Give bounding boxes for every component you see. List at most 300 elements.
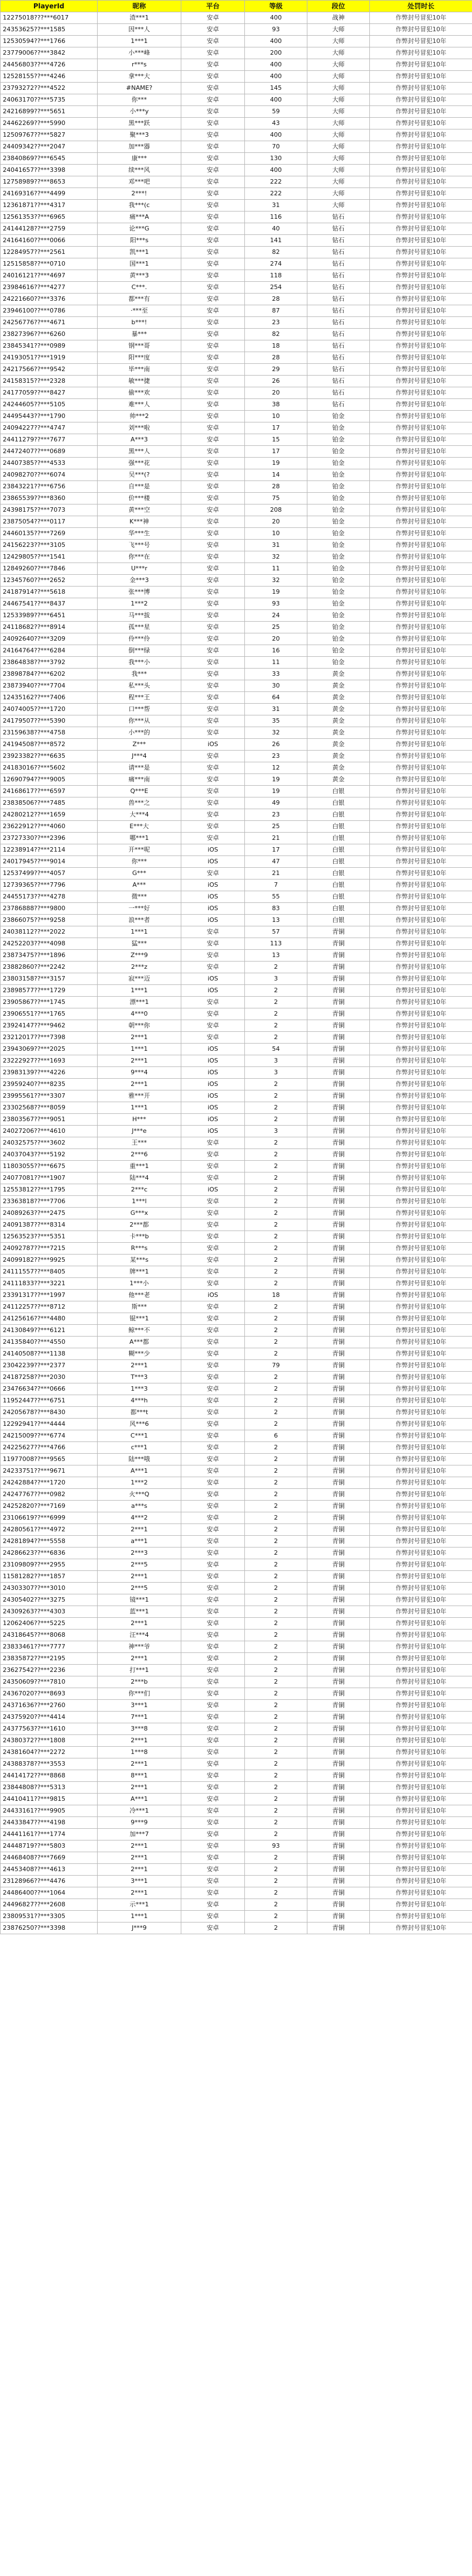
player-id-cell: 24448719??***5803 [1,1840,98,1852]
platform-cell: 安卓 [181,1219,245,1231]
table-row [1,1419,472,1430]
player-id-cell: 12533989??***6451 [1,610,98,622]
table-row [1,352,472,364]
platform-cell: 安卓 [181,1794,245,1805]
level-cell: 130 [245,153,307,165]
level-cell: 2 [245,1852,307,1864]
penalty-cell: 作弊封号冒犯10年 [370,1454,472,1465]
table-row [1,1067,472,1079]
player-id-cell: 12062406??***5225 [1,1618,98,1630]
player-id-cell: 24038112??***2022 [1,926,98,938]
table-row [1,1559,472,1571]
table-row [1,680,472,692]
nickname-cell: 阳***度 [98,352,181,364]
nickname-cell: 自***是 [98,481,181,493]
penalty-cell: 作弊封号冒犯10年 [370,340,472,352]
level-cell: 113 [245,938,307,950]
penalty-cell: 作弊封号冒犯10年 [370,821,472,833]
penalty-cell: 作弊封号冒犯10年 [370,1852,472,1864]
table-row [1,1477,472,1489]
level-cell: 2 [245,1407,307,1419]
player-id-cell: 24091387??***8314 [1,1219,98,1231]
table-row [1,1583,472,1594]
rank-cell: 青铜 [307,1337,370,1348]
platform-cell: 安卓 [181,809,245,821]
platform-cell: 安卓 [181,1840,245,1852]
table-row [1,528,472,540]
level-cell: 2 [245,1665,307,1676]
table-row [1,598,472,610]
penalty-cell: 作弊封号冒犯10年 [370,212,472,223]
table-row [1,1044,472,1055]
level-cell: 28 [245,352,307,364]
platform-cell: 安卓 [181,270,245,282]
platform-cell: 安卓 [181,1899,245,1911]
level-cell: 3 [245,1126,307,1137]
player-id-cell: 24409342??***2047 [1,141,98,153]
nickname-cell: 阳***s [98,235,181,247]
table-row [1,223,472,235]
rank-cell: 青铜 [307,1571,370,1583]
player-id-cell: 24112257??***8712 [1,1301,98,1313]
penalty-cell: 作弊封号冒犯10年 [370,1477,472,1489]
nickname-cell: J***e [98,1126,181,1137]
penalty-cell: 作弊封号冒犯10年 [370,376,472,387]
rank-cell: 青铜 [307,1290,370,1301]
nickname-cell: 一***好 [98,903,181,915]
nickname-cell: E***大 [98,821,181,833]
penalty-cell: 作弊封号冒犯10年 [370,1770,472,1782]
platform-cell: 安卓 [181,1419,245,1430]
rank-cell: 大师 [307,141,370,153]
level-cell: 2 [245,1606,307,1618]
level-cell: 93 [245,598,307,610]
table-row [1,59,472,71]
table-row [1,1676,472,1688]
table-row [1,809,472,821]
penalty-cell: 作弊封号冒犯10年 [370,1419,472,1430]
header-penalty: 处罚时长 [370,1,472,12]
rank-cell: 青铜 [307,962,370,973]
player-id-cell: 24016121??***4697 [1,270,98,282]
table-row [1,469,472,481]
level-cell: 31 [245,704,307,715]
level-cell: 54 [245,1044,307,1055]
player-id-cell: 23827396??***6260 [1,329,98,340]
rank-cell: 白银 [307,880,370,891]
platform-cell: 安卓 [181,1255,245,1266]
level-cell: 2 [245,1243,307,1255]
player-id-cell: 24377563??***1610 [1,1723,98,1735]
penalty-cell: 作弊封号冒犯10年 [370,1255,472,1266]
level-cell: 26 [245,739,307,751]
table-row [1,1794,472,1805]
nickname-cell: 吴***(? [98,469,181,481]
rank-cell: 黄金 [307,704,370,715]
platform-cell: 安卓 [181,1020,245,1032]
rank-cell: 钻石 [307,223,370,235]
rank-cell: 青铜 [307,950,370,962]
table-row [1,563,472,575]
table-row [1,1301,472,1313]
platform-cell: 安卓 [181,833,245,844]
nickname-cell: A***1 [98,1465,181,1477]
rank-cell: 青铜 [307,1149,370,1161]
player-id-cell: 12530594??***1766 [1,36,98,47]
nickname-cell: 2***1 [98,1852,181,1864]
header-row [1,1,472,12]
level-cell: 32 [245,575,307,587]
rank-cell: 青铜 [307,1923,370,1934]
penalty-cell: 作弊封号冒犯10年 [370,1829,472,1840]
rank-cell: 青铜 [307,1020,370,1032]
level-cell: 2 [245,1618,307,1630]
table-row [1,1102,472,1114]
penalty-cell: 作弊封号冒犯10年 [370,1712,472,1723]
level-cell: 2 [245,1372,307,1383]
level-cell: 28 [245,481,307,493]
player-id-cell: 24305402??***3275 [1,1594,98,1606]
rank-cell: 铂金 [307,422,370,434]
nickname-cell: 大***4 [98,809,181,821]
penalty-cell: 作弊封号冒犯10年 [370,1594,472,1606]
player-id-cell: 23779006??***3842 [1,47,98,59]
nickname-cell: 黑***人 [98,446,181,458]
platform-cell: 安卓 [181,317,245,329]
platform-cell: 安卓 [181,71,245,83]
platform-cell: 安卓 [181,364,245,376]
table-row [1,891,472,903]
nickname-cell: 我*** [98,669,181,680]
player-id-cell: 24433847??***4198 [1,1817,98,1829]
penalty-cell: 作弊封号冒犯10年 [370,24,472,36]
level-cell: 400 [245,94,307,106]
player-id-cell: 24495443??***1790 [1,411,98,422]
player-id-cell: 24077081??***1907 [1,1172,98,1184]
nickname-cell: 你***从 [98,715,181,727]
platform-cell: 安卓 [181,446,245,458]
rank-cell: 白银 [307,915,370,926]
penalty-cell: 作弊封号冒犯10年 [370,59,472,71]
penalty-cell: 作弊封号冒犯10年 [370,434,472,446]
player-id-cell: 24350609??***7810 [1,1676,98,1688]
rank-cell: 青铜 [307,1219,370,1231]
rank-cell: 青铜 [307,1465,370,1477]
level-cell: 79 [245,1360,307,1372]
nickname-cell: 偷***欢 [98,387,181,399]
rank-cell: 青铜 [307,1887,370,1899]
rank-cell: 铂金 [307,434,370,446]
level-cell: 2 [245,1571,307,1583]
rank-cell: 钻石 [307,212,370,223]
level-cell: 19 [245,774,307,786]
platform-cell: 安卓 [181,1454,245,1465]
level-cell: 2 [245,1325,307,1337]
table-row [1,481,472,493]
penalty-cell: 作弊封号冒犯10年 [370,387,472,399]
platform-cell: 安卓 [181,950,245,962]
nickname-cell: 锟***1 [98,1313,181,1325]
platform-cell: iOS [181,1184,245,1196]
platform-cell: 安卓 [181,469,245,481]
player-id-cell: 24256776??***4671 [1,317,98,329]
player-id-cell: 24216899??***5651 [1,106,98,118]
penalty-cell: 作弊封号冒犯10年 [370,258,472,270]
nickname-cell: U***r [98,563,181,575]
level-cell: 21 [245,833,307,844]
platform-cell: 安卓 [181,1630,245,1641]
level-cell: 2 [245,1114,307,1126]
rank-cell: 青铜 [307,1442,370,1454]
platform-cell: iOS [181,1102,245,1114]
player-id-cell: 24111833??***3221 [1,1278,98,1290]
penalty-cell: 作弊封号冒犯10年 [370,1044,472,1055]
table-row [1,1840,472,1852]
platform-cell: 安卓 [181,387,245,399]
nickname-cell: ·***至 [98,305,181,317]
nickname-cell: 鲸***不 [98,1325,181,1337]
level-cell: 47 [245,856,307,868]
nickname-cell: 论***G [98,223,181,235]
table-row [1,1923,472,1934]
player-id-cell: 23302568??***8059 [1,1102,98,1114]
table-row [1,516,472,528]
nickname-cell: 1***3 [98,1383,181,1395]
table-row [1,903,472,915]
nickname-cell: 牌***1 [98,1266,181,1278]
player-id-cell: 24193051??***1919 [1,352,98,364]
player-id-cell: 24037043??***5192 [1,1149,98,1161]
level-cell: 2 [245,985,307,997]
nickname-cell: 2***1 [98,1653,181,1665]
player-id-cell: 24130849??***6121 [1,1325,98,1337]
rank-cell: 青铜 [307,1817,370,1829]
level-cell: 29 [245,364,307,376]
penalty-cell: 作弊封号冒犯10年 [370,141,472,153]
platform-cell: 安卓 [181,633,245,645]
rank-cell: 青铜 [307,1723,370,1735]
penalty-cell: 作弊封号冒犯10年 [370,528,472,540]
level-cell: 75 [245,493,307,504]
platform-cell: 安卓 [181,1536,245,1547]
level-cell: 19 [245,587,307,598]
level-cell: 118 [245,270,307,282]
rank-cell: 青铜 [307,973,370,985]
rank-cell: 青铜 [307,938,370,950]
nickname-cell: 2***1 [98,1032,181,1044]
level-cell: 18 [245,1290,307,1301]
penalty-cell: 作弊封号冒犯10年 [370,1606,472,1618]
rank-cell: 青铜 [307,926,370,938]
rank-cell: 铂金 [307,411,370,422]
nickname-cell: 7***1 [98,1712,181,1723]
table-row [1,962,472,973]
nickname-cell: 口***帮 [98,704,181,715]
table-row [1,364,472,376]
platform-cell: 安卓 [181,1770,245,1782]
penalty-cell: 作弊封号冒犯10年 [370,493,472,504]
level-cell: 274 [245,258,307,270]
platform-cell: 安卓 [181,1665,245,1676]
rank-cell: 青铜 [307,1477,370,1489]
table-row [1,669,472,680]
penalty-cell: 作弊封号冒犯10年 [370,1090,472,1102]
platform-cell: 安卓 [181,1208,245,1219]
platform-cell: 安卓 [181,622,245,633]
nickname-cell: A***都 [98,1337,181,1348]
platform-cell: 安卓 [181,1876,245,1887]
nickname-cell: 2***1 [98,1055,181,1067]
rank-cell: 黄金 [307,762,370,774]
player-id-cell: 24169316??***4499 [1,188,98,200]
rank-cell: 青铜 [307,1665,370,1676]
player-id-cell: 23809531??***3305 [1,1911,98,1923]
platform-cell: iOS [181,891,245,903]
level-cell: 3 [245,1067,307,1079]
platform-cell: 安卓 [181,376,245,387]
level-cell: 2 [245,1712,307,1723]
platform-cell: 安卓 [181,692,245,704]
rank-cell: 铂金 [307,633,370,645]
platform-cell: 安卓 [181,938,245,950]
penalty-cell: 作弊封号冒犯10年 [370,411,472,422]
platform-cell: 安卓 [181,118,245,129]
table-row [1,1758,472,1770]
level-cell: 13 [245,950,307,962]
rank-cell: 铂金 [307,610,370,622]
player-id-cell: 24371636??***2760 [1,1700,98,1712]
level-cell: 20 [245,633,307,645]
table-row [1,94,472,106]
penalty-cell: 作弊封号冒犯10年 [370,880,472,891]
penalty-cell: 作弊封号冒犯10年 [370,329,472,340]
rank-cell: 青铜 [307,1208,370,1219]
level-cell: 7 [245,880,307,891]
level-cell: 2 [245,1442,307,1454]
platform-cell: 安卓 [181,528,245,540]
level-cell: 28 [245,294,307,305]
penalty-cell: 作弊封号冒犯10年 [370,1653,472,1665]
table-row [1,1747,472,1758]
nickname-cell: c***1 [98,1442,181,1454]
table-row [1,1395,472,1407]
table-row [1,915,472,926]
nickname-cell: A***1 [98,1794,181,1805]
penalty-cell: 作弊封号冒犯10年 [370,1219,472,1231]
rank-cell: 铂金 [307,458,370,469]
nickname-cell: 2***b [98,1676,181,1688]
table-row [1,1887,472,1899]
level-cell: 32 [245,551,307,563]
nickname-cell: 加***器 [98,141,181,153]
nickname-cell: 1***1 [98,985,181,997]
nickname-cell: 我***(c [98,200,181,212]
level-cell: 93 [245,24,307,36]
level-cell: 2 [245,1184,307,1196]
table-row [1,1278,472,1290]
level-cell: 2 [245,1770,307,1782]
player-id-cell: 24118682??***8914 [1,622,98,633]
table-row [1,1712,472,1723]
player-id-cell: 23983139??***4226 [1,1067,98,1079]
level-cell: 21 [245,868,307,880]
nickname-cell: 难***人 [98,399,181,411]
player-id-cell: 24158315??***2328 [1,376,98,387]
level-cell: 6 [245,1430,307,1442]
penalty-cell: 作弊封号冒犯10年 [370,1313,472,1325]
table-row [1,1348,472,1360]
player-id-cell: 12563523??***5351 [1,1231,98,1243]
platform-cell: 安卓 [181,610,245,622]
rank-cell: 青铜 [307,1840,370,1852]
penalty-cell: 作弊封号冒犯10年 [370,715,472,727]
level-cell: 2 [245,1454,307,1465]
table-row [1,504,472,516]
level-cell: 25 [245,821,307,833]
level-cell: 2 [245,1747,307,1758]
penalty-cell: 作弊封号冒犯10年 [370,844,472,856]
penalty-cell: 作弊封号冒犯10年 [370,633,472,645]
table-row [1,973,472,985]
nickname-cell: 1***1 [98,36,181,47]
penalty-cell: 作弊封号冒犯10年 [370,739,472,751]
level-cell: 400 [245,71,307,83]
penalty-cell: 作弊封号冒犯10年 [370,364,472,376]
player-id-cell: 24168617??***6597 [1,786,98,797]
level-cell: 11 [245,563,307,575]
penalty-cell: 作弊封号冒犯10年 [370,422,472,434]
nickname-cell: 价***楼 [98,493,181,504]
level-cell: 2 [245,1301,307,1313]
rank-cell: 铂金 [307,493,370,504]
table-row [1,1606,472,1618]
platform-cell: iOS [181,1044,245,1055]
player-id-cell: 24092640??***3209 [1,633,98,645]
penalty-cell: 作弊封号冒犯10年 [370,1817,472,1829]
penalty-cell: 作弊封号冒犯10年 [370,305,472,317]
penalty-cell: 作弊封号冒犯10年 [370,797,472,809]
rank-cell: 铂金 [307,516,370,528]
penalty-cell: 作弊封号冒犯10年 [370,1747,472,1758]
penalty-cell: 作弊封号冒犯10年 [370,469,472,481]
player-id-cell: 24281894??***5558 [1,1536,98,1547]
platform-cell: 安卓 [181,1559,245,1571]
table-row [1,106,472,118]
rank-cell: 青铜 [307,1196,370,1208]
rank-cell: 钻石 [307,352,370,364]
table-row [1,1770,472,1782]
platform-cell: iOS [181,1090,245,1102]
nickname-cell: J***9 [98,1923,181,1934]
platform-cell: 安卓 [181,434,245,446]
penalty-cell: 作弊封号冒犯10年 [370,1184,472,1196]
penalty-cell: 作弊封号冒犯10年 [370,680,472,692]
nickname-cell: 斯*** [98,1301,181,1313]
table-row [1,1208,472,1219]
rank-cell: 青铜 [307,1172,370,1184]
table-row [1,739,472,751]
platform-cell: 安卓 [181,1489,245,1501]
penalty-cell: 作弊封号冒犯10年 [370,1676,472,1688]
platform-cell: 安卓 [181,1278,245,1290]
platform-cell: 安卓 [181,751,245,762]
rank-cell: 青铜 [307,1641,370,1653]
nickname-cell: 4***2 [98,1512,181,1524]
nickname-cell: a***s [98,1501,181,1512]
rank-cell: 青铜 [307,1700,370,1712]
penalty-cell: 作弊封号冒犯10年 [370,1383,472,1395]
rank-cell: 白银 [307,797,370,809]
